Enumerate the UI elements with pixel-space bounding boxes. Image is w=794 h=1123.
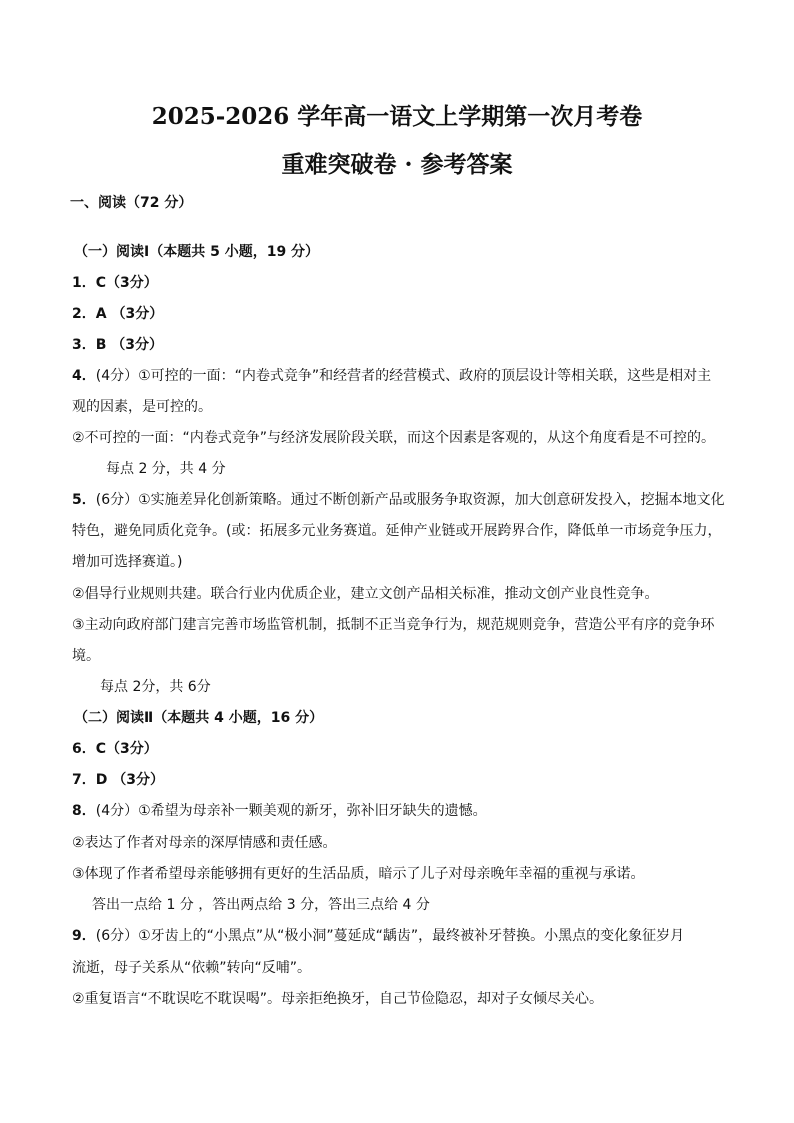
- question-number: 4．: [72, 368, 96, 384]
- answer-q7: 7．D （3分）: [72, 772, 164, 788]
- answer-text: (4分）①希望为母亲补一颗美观的新牙，弥补旧牙缺失的遗憾。: [95, 803, 487, 819]
- answer-q2: 2．A （3分）: [72, 306, 164, 322]
- answer-q5-line3: 增加可选择赛道。): [72, 554, 183, 570]
- answer-text: (4分）①可控的一面：“内卷式竞争”和经营者的经营模式、政府的顶层设计等相关联，这些是相对主: [95, 368, 712, 384]
- answer-q5-line5: ③主动向政府部门建言完善市场监管机制，抵制不正当竞争行为，规范规则竞争，营造公平有序的竞争环: [72, 617, 715, 633]
- answer-q9-line3: ②重复语言“不耽误吃不耽误喝”。母亲拒绝换牙，自己节俭隐忍，却对子女倾尽关心。: [72, 991, 604, 1007]
- answer-q5-score: 每点 2分，共 6分: [100, 679, 211, 695]
- question-number: 8．: [72, 803, 96, 819]
- answer-text: (6分）①实施差异化创新策略。通过不断创新产品或服务争取资源，加大创意研发投入，挖掘本地文化: [95, 492, 725, 508]
- part2-heading: （二）阅读Ⅱ（本题共 4 小题，16 分）: [74, 710, 324, 726]
- answer-q8-line2: ②表达了作者对母亲的深厚情感和责任感。: [72, 835, 337, 851]
- answer-q4-score: 每点 2 分，共 4 分: [106, 461, 226, 477]
- answer-q5-line6: 境。: [72, 648, 100, 664]
- answer-q6: 6．C（3分）: [72, 741, 158, 757]
- page-subtitle: 重难突破卷 · 参考答案: [281, 151, 513, 178]
- section-heading-reading: 一、阅读（72 分）: [70, 195, 193, 211]
- question-number: 9．: [72, 928, 96, 944]
- question-number: 5．: [72, 492, 96, 508]
- answer-text: (6分）①牙齿上的“小黑点”从“极小洞”蔓延成“龋齿”，最终被补牙替换。小黑点的变化象征岁月: [95, 928, 685, 944]
- answer-q3: 3．B （3分）: [72, 337, 164, 353]
- answer-q5-line4: ②倡导行业规则共建。联合行业内优质企业，建立文创产品相关标准，推动文创产业良性竞争。: [72, 586, 659, 602]
- answer-q9-line2: 流逝，母子关系从“依赖”转向“反哺”。: [72, 960, 312, 976]
- answer-q5-line2: 特色，避免同质化竞争。(或：拓展多元业务赛道。延伸产业链或开展跨界合作，降低单一市场竞争压力，: [72, 523, 722, 539]
- answer-q8-line1: [72, 801, 487, 821]
- answer-q4-line3: ②不可控的一面：“内卷式竞争”与经济发展阶段关联，而这个因素是客观的，从这个角度看是不可控的。: [72, 430, 716, 446]
- answer-q9-line1: [72, 926, 684, 946]
- answer-q8-line3: ③体现了作者希望母亲能够拥有更好的生活品质，暗示了儿子对母亲晚年幸福的重视与承诺。: [72, 866, 645, 882]
- answer-q4-line1: [72, 366, 711, 386]
- answer-q5-line1: [72, 490, 725, 510]
- page-title: 2025-2026 学年高一语文上学期第一次月考卷: [151, 103, 643, 130]
- answer-q8-score: 答出一点给 1 分 ，答出两点给 3 分，答出三点给 4 分: [92, 897, 430, 913]
- answer-q1: 1．C（3分）: [72, 275, 158, 291]
- part1-heading: （一）阅读Ⅰ（本题共 5 小题，19 分）: [74, 244, 320, 260]
- answer-q4-line2: 观的因素，是可控的。: [72, 399, 212, 415]
